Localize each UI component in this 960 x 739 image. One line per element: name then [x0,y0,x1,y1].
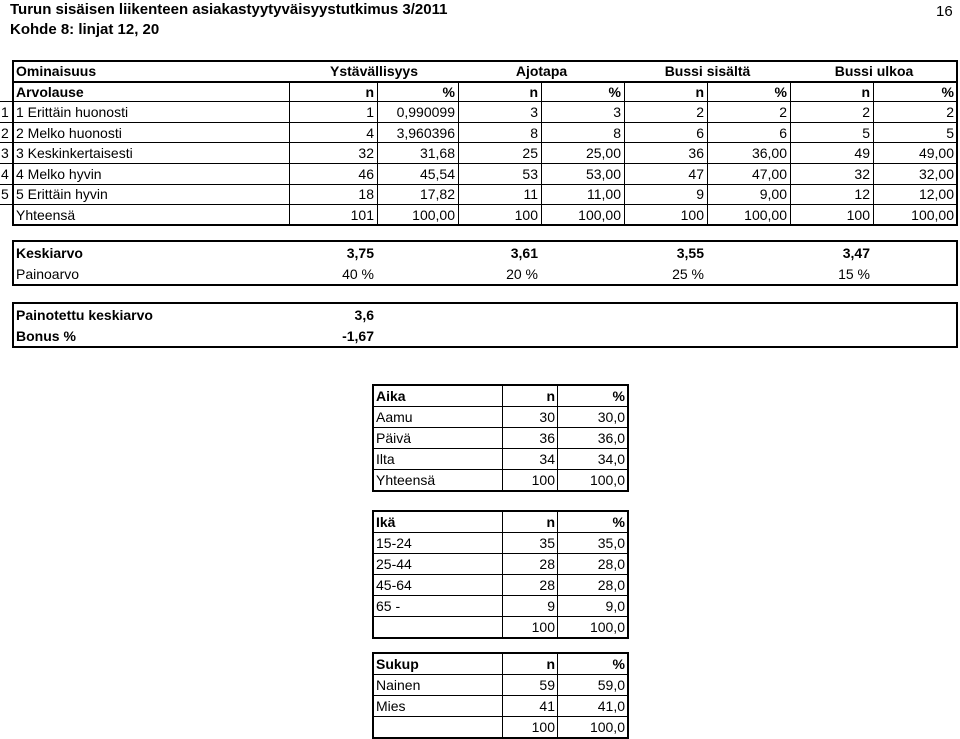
col-header-pct: % [774,84,787,100]
table-row [373,617,628,639]
table-cell: 30 [503,407,558,428]
painotettu-keskiarvo-label: Painotettu keskiarvo [16,307,153,323]
keskiarvo-label: Keskiarvo [16,245,83,261]
total-cell: 100,00 [744,207,787,223]
table-cell: 41,0 [558,696,629,717]
table-cell: 53,00 [585,165,621,182]
table-cell: 2 [946,104,954,120]
table-cell: 15-24 [373,533,503,554]
table-row [373,675,628,696]
header-cell: % [558,653,629,675]
table-row [373,533,628,554]
table-cell: 9 [503,596,558,617]
table-cell: 2 [696,104,704,120]
table-cell: 100,0 [558,717,629,739]
col-header-ajotapa: Ajotapa [515,63,568,79]
table-cell: 3,960396 [396,124,455,141]
table-cell: 100,0 [558,470,629,492]
table-cell: 45-64 [373,575,503,596]
table-cell: 5 [946,124,954,141]
total-cell: 100 [514,207,538,223]
report-title: Turun sisäisen liikenteen asiakastyytyväisyystutkimus 3/2011 [10,1,448,18]
table-cell: 100 [503,717,558,739]
total-label: Yhteensä [16,207,76,223]
table-cell: 28,0 [558,554,629,575]
keskiarvo-value: 3,75 [346,245,374,261]
keskiarvo-value: 3,61 [510,245,538,261]
row-label: 2 Melko huonosti [16,124,122,141]
col-header-n: n [861,84,870,100]
header-cell: % [558,511,629,533]
table-cell: 9,00 [759,186,787,202]
table-row [373,449,628,470]
table-cell: 53 [522,165,538,182]
table-cell: Aamu [373,407,503,428]
table-cell: 4 [366,124,374,141]
painoarvo-value: 20 % [506,266,538,282]
table-cell: 31,68 [419,145,455,161]
painoarvo-value: 15 % [838,266,870,282]
table-cell: 49,00 [918,145,954,161]
table-cell: 28 [503,554,558,575]
table-cell [373,717,503,739]
table-row [373,407,628,428]
col-header-n: n [365,84,374,100]
painoarvo-value: 40 % [342,266,374,282]
table-cell: 100,0 [558,617,629,639]
table-cell: 18 [358,186,374,202]
total-cell: 100 [680,207,704,223]
table-row [373,428,628,449]
table-cell: 0,990099 [396,104,455,120]
table-cell: 45,54 [419,165,455,182]
table-cell: 36,00 [751,145,787,161]
table-cell: 3 [613,104,621,120]
table-cell: Yhteensä [373,470,503,492]
col-header-bussi-ulkoa: Bussi ulkoa [834,63,914,79]
table-cell: 2 [862,104,870,120]
col-header-pct: % [941,84,954,100]
table-cell: 17,82 [419,186,455,202]
table-row [373,717,628,739]
table-cell: 8 [613,124,621,141]
table-cell: 35,0 [558,533,629,554]
table-cell: 25 [522,145,538,161]
table-row [373,470,628,492]
table-cell: 12 [854,186,870,202]
table-cell: 28 [503,575,558,596]
table-cell: 25-44 [373,554,503,575]
table-cell: 100 [503,470,558,492]
painoarvo-label: Painoarvo [16,266,80,282]
col-header-n: n [529,84,538,100]
table-cell: 65 - [373,596,503,617]
row-index: 5 [1,186,9,202]
bonus-label: Bonus % [16,328,76,344]
table-cell: 11,00 [587,186,621,202]
total-cell: 100,00 [578,207,621,223]
table-cell: 47,00 [751,165,787,182]
col-header-bussi-sisalta: Bussi sisältä [664,63,751,79]
col-header-pct: % [608,84,621,100]
report-subtitle: Kohde 8: linjat 12, 20 [10,21,160,38]
row-label: 4 Melko hyvin [16,165,102,182]
header-cell: Ikä [373,511,503,533]
painotettu-keskiarvo-value: 3,6 [354,307,374,323]
table-cell: 36 [503,428,558,449]
table-cell: 6 [779,124,787,141]
table-cell: 32 [854,165,870,182]
table-cell: 5 [862,124,870,141]
col-header-ominaisuus: Ominaisuus [16,63,97,79]
col-header-pct: % [442,84,455,100]
table-cell: 32 [358,145,374,161]
aika-table [372,384,629,492]
table-cell: Ilta [373,449,503,470]
table-cell: 25,00 [585,145,621,161]
total-cell: 100,00 [911,207,954,223]
header-cell: Sukup [373,653,503,675]
table-cell: 2 [779,104,787,120]
table-cell: 6 [696,124,704,141]
table-cell: 12,00 [918,186,954,202]
header-cell: Aika [373,385,503,407]
row-label: 5 Erittäin hyvin [16,186,108,202]
table-cell: 41 [503,696,558,717]
table-row [373,554,628,575]
table-cell: 35 [503,533,558,554]
table-row [373,696,628,717]
table-cell: 49 [854,145,870,161]
table-cell: 1 [366,104,374,120]
col-header-arvolause: Arvolause [16,84,84,100]
table-cell [373,617,503,639]
table-row [373,575,628,596]
table-cell: 46 [358,165,374,182]
table-cell: 47 [688,165,704,182]
table-cell: 100 [503,617,558,639]
total-cell: 101 [350,207,374,223]
row-index: 4 [1,165,9,182]
row-index: 2 [1,124,9,141]
row-label: 3 Keskinkertaisesti [16,145,133,161]
header-cell: n [503,511,558,533]
main-table [0,0,960,240]
keskiarvo-value: 3,47 [842,245,870,261]
sukup-table [372,652,629,739]
table-cell: 34 [503,449,558,470]
table-cell: Päivä [373,428,503,449]
painoarvo-value: 25 % [672,266,704,282]
table-row [373,596,628,617]
table-cell: Nainen [373,675,503,696]
table-cell: 59 [503,675,558,696]
row-index: 3 [1,145,9,161]
table-cell: 30,0 [558,407,629,428]
table-cell: 9 [696,186,704,202]
weighted-box [12,302,958,348]
total-cell: 100,00 [412,207,455,223]
col-header-ystavallisyys: Ystävällisyys [330,63,418,79]
keskiarvo-value: 3,55 [676,245,704,261]
table-cell: 8 [530,124,538,141]
bonus-value: -1,67 [342,328,374,344]
table-cell: 36 [688,145,704,161]
col-header-n: n [695,84,704,100]
table-cell: 32,00 [918,165,954,182]
row-label: 1 Erittäin huonosti [16,104,129,120]
page-number: 16 [936,3,953,20]
header-cell: n [503,385,558,407]
header-cell: % [558,385,629,407]
table-cell: 9,0 [558,596,629,617]
table-cell: 59,0 [558,675,629,696]
table-cell: 36,0 [558,428,629,449]
table-cell: Mies [373,696,503,717]
total-cell: 100 [846,207,870,223]
row-index: 1 [1,104,9,120]
table-cell: 28,0 [558,575,629,596]
header-cell: n [503,653,558,675]
ika-table [372,510,629,639]
table-cell: 11 [523,186,538,202]
table-cell: 34,0 [558,449,629,470]
table-cell: 3 [530,104,538,120]
